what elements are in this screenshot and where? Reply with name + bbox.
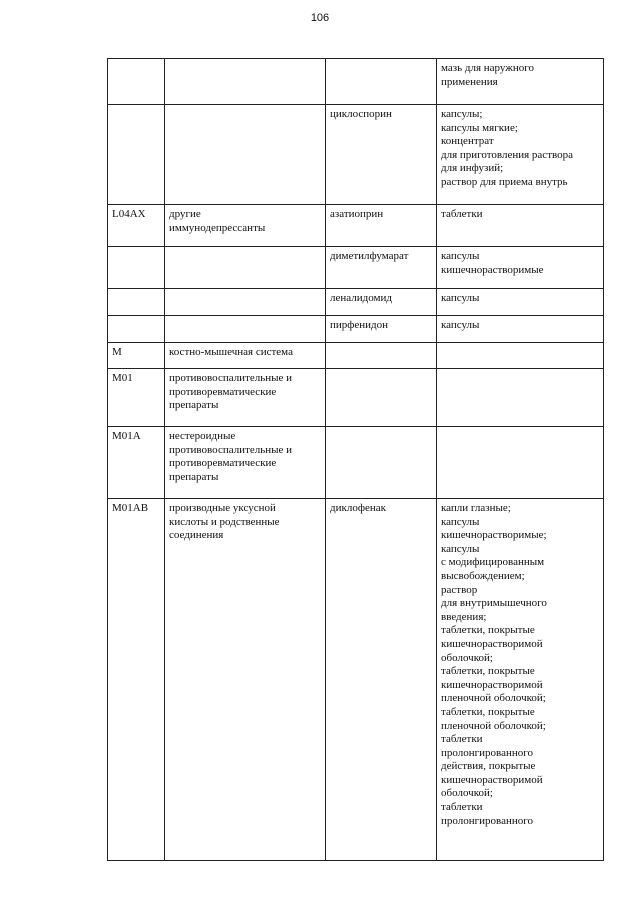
drug-table — [107, 58, 604, 861]
atc-code-cell: L04AX — [108, 205, 165, 247]
group-name-cell — [165, 247, 326, 289]
dosage-forms-cell — [437, 427, 604, 499]
table-row — [108, 105, 604, 205]
table-row — [108, 369, 604, 427]
dosage-forms-cell: таблетки — [437, 205, 604, 247]
table-row — [108, 289, 604, 316]
dosage-forms-cell — [437, 343, 604, 369]
atc-code-cell — [108, 316, 165, 343]
page-number: 106 — [310, 12, 330, 24]
atc-code-cell — [108, 105, 165, 205]
table-row — [108, 316, 604, 343]
drug-name-cell — [326, 427, 437, 499]
group-name-cell: другие иммунодепрессанты — [165, 205, 326, 247]
atc-code-cell — [108, 289, 165, 316]
table-row — [108, 499, 604, 861]
drug-name-cell — [326, 343, 437, 369]
drug-name-cell: диметилфумарат — [326, 247, 437, 289]
dosage-forms-cell: капсулы кишечнорастворимые — [437, 247, 604, 289]
drug-name-cell: циклоспорин — [326, 105, 437, 205]
table-row — [108, 205, 604, 247]
table-row — [108, 343, 604, 369]
dosage-forms-cell: капсулы — [437, 316, 604, 343]
atc-code-cell — [108, 59, 165, 105]
table-row — [108, 59, 604, 105]
dosage-forms-cell — [437, 369, 604, 427]
drug-name-cell: пирфенидон — [326, 316, 437, 343]
group-name-cell: производные уксусной кислоты и родственные соединения — [165, 499, 326, 861]
group-name-cell — [165, 289, 326, 316]
drug-name-cell: леналидомид — [326, 289, 437, 316]
group-name-cell: противовоспалительные и противоревматические препараты — [165, 369, 326, 427]
group-name-cell: костно-мышечная система — [165, 343, 326, 369]
group-name-cell — [165, 316, 326, 343]
atc-code-cell — [108, 247, 165, 289]
dosage-forms-cell: капсулы; капсулы мягкие; концентрат для приготовления раствора для инфузий; раствор для приема внутрь — [437, 105, 604, 205]
table-row — [108, 427, 604, 499]
drug-name-cell — [326, 369, 437, 427]
table-row — [108, 247, 604, 289]
dosage-forms-cell: капсулы — [437, 289, 604, 316]
atc-code-cell: M01 — [108, 369, 165, 427]
dosage-forms-cell: капли глазные; капсулы кишечнорастворимые; капсулы с модифицированным высвобождением; раствор для внутримышечного введения; таблетки, покрытые кишечнорастворимой оболочкой; таблетки, покрытые кишечнорастворимой пленочной оболочкой; таблетки, покрытые пленочной оболочкой; таблетки пролонгированного действия, покрытые кишечнорастворимой оболочкой; таблетки пролонгированного — [437, 499, 604, 861]
drug-name-cell — [326, 59, 437, 105]
group-name-cell: нестероидные противовоспалительные и противоревматические препараты — [165, 427, 326, 499]
drug-name-cell: азатиоприн — [326, 205, 437, 247]
dosage-forms-cell: мазь для наружного применения — [437, 59, 604, 105]
atc-code-cell: M01AB — [108, 499, 165, 861]
group-name-cell — [165, 105, 326, 205]
atc-code-cell: M01A — [108, 427, 165, 499]
group-name-cell — [165, 59, 326, 105]
atc-code-cell: M — [108, 343, 165, 369]
drug-name-cell: диклофенак — [326, 499, 437, 861]
